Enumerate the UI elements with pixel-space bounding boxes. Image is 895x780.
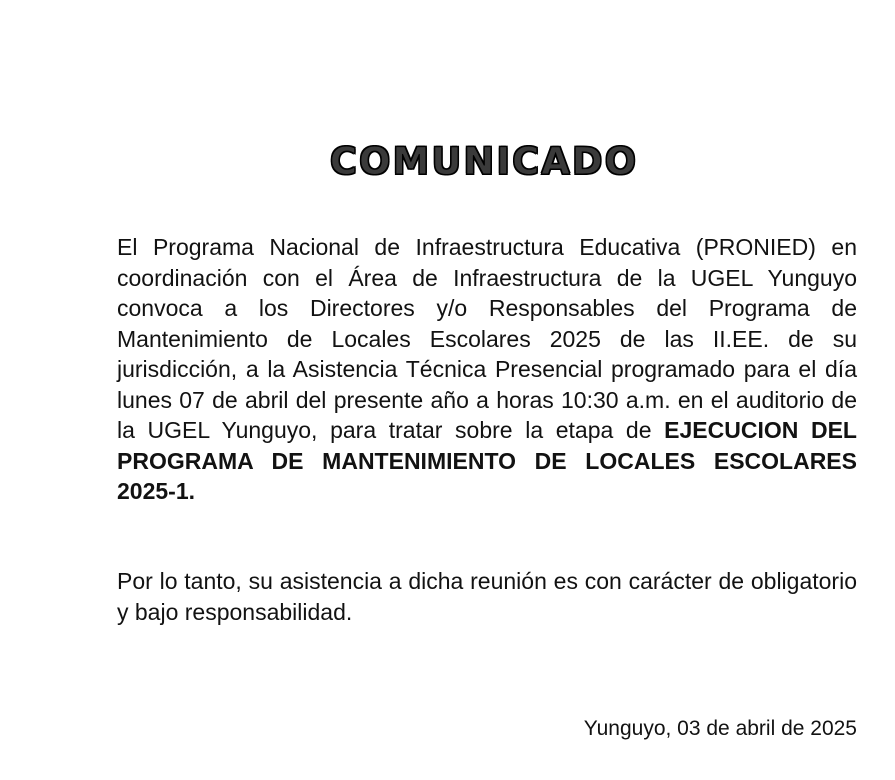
document-title: COMUNICADO [329,140,639,183]
date-line: Yunguyo, 03 de abril de 2025 [583,717,857,740]
paragraph-convocation-text: El Programa Nacional de Infraestructura Educativa (PRONIED) en coordinación con el Área de Infraestructura de la UGEL Yunguyo convoca a los Directores y/o Responsables del Programa de Mantenimiento de Locales Escolares 2025 de las II.EE. de su jurisdicción, a la Asistencia Técnica Presencial programado para el día lunes 07 de abril del presente año a horas 10:30 a.m. en el auditorio de la UGEL Yunguyo, para tratar sobre la etapa de [117,234,857,443]
paragraph-convocation-bold: EJECUCION DEL PROGRAMA DE MANTENIMIENTO DE LOCALES ESCOLARES 2025-1. [117,417,857,504]
paragraph-obligation: Por lo tanto, su asistencia a dicha reunión es con carácter de obligatorio y bajo responsabilidad. [117,568,857,625]
paragraph-convocation [117,232,857,507]
